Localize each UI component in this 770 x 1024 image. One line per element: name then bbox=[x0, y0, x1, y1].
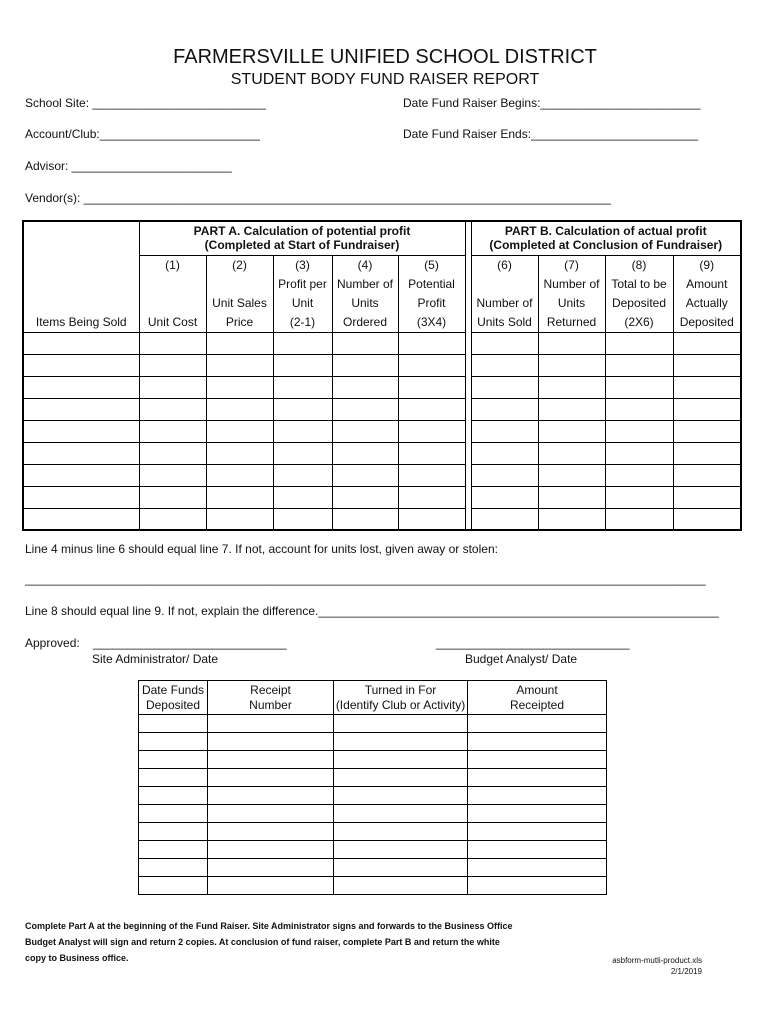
column-header-line bbox=[472, 275, 538, 294]
entry-cell[interactable] bbox=[398, 508, 465, 530]
funds-entry-cell[interactable] bbox=[468, 841, 607, 859]
entry-cell[interactable] bbox=[605, 398, 673, 420]
column-header-line: Unit Cost bbox=[147, 314, 198, 329]
column-header bbox=[332, 255, 398, 332]
column-header-line: (2X6) bbox=[624, 314, 654, 329]
empty-header-cell bbox=[23, 221, 139, 255]
funds-entry-cell[interactable] bbox=[208, 769, 334, 787]
column-header-line: Total to be bbox=[611, 276, 667, 291]
entry-cell[interactable] bbox=[332, 332, 398, 354]
part-a-subtitle: (Completed at Start of Fundraiser) bbox=[204, 238, 400, 253]
column-header bbox=[538, 255, 605, 332]
entry-cell[interactable] bbox=[673, 332, 741, 354]
table-row bbox=[23, 486, 741, 508]
entry-cell[interactable] bbox=[332, 398, 398, 420]
account-club-field[interactable]: Account/Club:________________________ bbox=[25, 127, 260, 141]
funds-entry-cell[interactable] bbox=[208, 715, 334, 733]
entry-cell[interactable] bbox=[332, 464, 398, 486]
entry-cell[interactable] bbox=[398, 442, 465, 464]
entry-cell[interactable] bbox=[206, 486, 273, 508]
entry-cell[interactable] bbox=[332, 442, 398, 464]
funds-deposit-table bbox=[138, 680, 607, 895]
column-header bbox=[139, 255, 206, 332]
funds-entry-cell[interactable] bbox=[139, 787, 208, 805]
funds-entry-cell[interactable] bbox=[334, 751, 468, 769]
entry-cell[interactable] bbox=[605, 464, 673, 486]
entry-cell[interactable] bbox=[605, 420, 673, 442]
column-header-line: (3) bbox=[295, 257, 310, 272]
advisor-field[interactable]: Advisor: ________________________ bbox=[25, 159, 232, 173]
entry-cell[interactable] bbox=[23, 332, 139, 354]
column-header-line: (4) bbox=[357, 257, 373, 272]
entry-cell[interactable] bbox=[139, 508, 206, 530]
funds-entry-cell[interactable] bbox=[468, 859, 607, 877]
entry-cell[interactable] bbox=[23, 464, 139, 486]
column-header-line: Unit bbox=[291, 295, 314, 310]
entry-cell[interactable] bbox=[332, 376, 398, 398]
entry-cell[interactable] bbox=[23, 376, 139, 398]
entry-cell[interactable] bbox=[273, 398, 332, 420]
column-header bbox=[206, 255, 273, 332]
entry-cell[interactable] bbox=[605, 486, 673, 508]
column-header-line: Profit per bbox=[278, 276, 327, 291]
entry-cell[interactable] bbox=[471, 442, 538, 464]
site-admin-caption: Site Administrator/ Date bbox=[92, 652, 219, 666]
funds-header-line: Amount bbox=[516, 682, 558, 697]
column-header-line: Unit Sales bbox=[212, 295, 267, 310]
funds-entry-cell[interactable] bbox=[334, 769, 468, 787]
entry-cell[interactable] bbox=[139, 464, 206, 486]
entry-cell[interactable] bbox=[471, 464, 538, 486]
entry-cell[interactable] bbox=[471, 376, 538, 398]
funds-header-line: Turned in For bbox=[364, 682, 437, 697]
table-row bbox=[23, 508, 741, 530]
column-header-line: (8) bbox=[631, 257, 647, 272]
funds-header-row bbox=[139, 681, 607, 715]
funds-entry-cell[interactable] bbox=[468, 877, 607, 895]
entry-cell[interactable] bbox=[139, 420, 206, 442]
funds-entry-cell[interactable] bbox=[334, 805, 468, 823]
entry-cell[interactable] bbox=[398, 332, 465, 354]
funds-entry-cell[interactable] bbox=[468, 769, 607, 787]
file-version bbox=[612, 955, 702, 977]
funds-row bbox=[139, 823, 607, 841]
vendors-field[interactable]: Vendor(s): _______________________________________________________________________________ bbox=[25, 191, 611, 205]
column-header-line: Units bbox=[351, 295, 379, 310]
funds-entry-cell[interactable] bbox=[139, 715, 208, 733]
funds-column-header bbox=[468, 681, 607, 715]
budget-analyst-caption: Budget Analyst/ Date bbox=[465, 652, 578, 666]
entry-cell[interactable] bbox=[23, 354, 139, 376]
entry-cell[interactable] bbox=[206, 464, 273, 486]
column-header-line: Returned bbox=[546, 314, 597, 329]
part-header-row bbox=[23, 221, 741, 255]
funds-entry-cell[interactable] bbox=[139, 859, 208, 877]
funds-entry-cell[interactable] bbox=[139, 733, 208, 751]
column-header-line: (6) bbox=[497, 257, 512, 272]
funds-entry-cell[interactable] bbox=[208, 733, 334, 751]
funds-header-line: Receipt bbox=[250, 682, 291, 697]
table-row bbox=[23, 398, 741, 420]
column-header bbox=[605, 255, 673, 332]
entry-cell[interactable] bbox=[673, 508, 741, 530]
column-header-line bbox=[24, 256, 139, 275]
column-header-line bbox=[24, 275, 139, 294]
funds-row bbox=[139, 715, 607, 733]
table-row bbox=[23, 420, 741, 442]
funds-entry-cell[interactable] bbox=[139, 751, 208, 769]
funds-header-line: Deposited bbox=[145, 697, 201, 712]
entry-cell[interactable] bbox=[206, 354, 273, 376]
entry-cell[interactable] bbox=[139, 354, 206, 376]
date-ends-field[interactable]: Date Fund Raiser Ends:_________________________ bbox=[403, 127, 698, 141]
entry-cell[interactable] bbox=[471, 486, 538, 508]
entry-cell[interactable] bbox=[23, 398, 139, 420]
entry-cell[interactable] bbox=[332, 420, 398, 442]
entry-cell[interactable] bbox=[139, 398, 206, 420]
funds-row bbox=[139, 841, 607, 859]
entry-cell[interactable] bbox=[273, 464, 332, 486]
part-a-header bbox=[139, 221, 465, 255]
funds-entry-cell[interactable] bbox=[208, 841, 334, 859]
entry-cell[interactable] bbox=[471, 420, 538, 442]
entry-cell[interactable] bbox=[206, 508, 273, 530]
entry-cell[interactable] bbox=[538, 354, 605, 376]
funds-row bbox=[139, 751, 607, 769]
entry-cell[interactable] bbox=[673, 420, 741, 442]
funds-row bbox=[139, 805, 607, 823]
entry-cell[interactable] bbox=[471, 508, 538, 530]
entry-cell[interactable] bbox=[273, 442, 332, 464]
entry-cell[interactable] bbox=[538, 332, 605, 354]
column-header-line: Items Being Sold bbox=[35, 314, 127, 329]
column-header bbox=[273, 255, 332, 332]
entry-cell[interactable] bbox=[206, 332, 273, 354]
column-header-line: Actually bbox=[685, 295, 728, 310]
entry-cell[interactable] bbox=[605, 332, 673, 354]
column-header-line: Price bbox=[225, 314, 254, 329]
funds-entry-cell[interactable] bbox=[139, 805, 208, 823]
instruction-line: Budget Analyst will sign and return 2 copies. At conclusion of fund raiser, complete Part B and return the white bbox=[25, 937, 500, 947]
funds-entry-cell[interactable] bbox=[334, 733, 468, 751]
column-header bbox=[23, 255, 139, 332]
entry-cell[interactable] bbox=[23, 486, 139, 508]
part-b-header bbox=[471, 221, 741, 255]
funds-entry-cell[interactable] bbox=[334, 877, 468, 895]
entry-cell[interactable] bbox=[23, 420, 139, 442]
funds-header-line: (Identify Club or Activity) bbox=[335, 697, 466, 712]
funds-header-line: Date Funds bbox=[141, 682, 205, 697]
entry-cell[interactable] bbox=[673, 398, 741, 420]
column-header bbox=[673, 255, 741, 332]
table-row bbox=[23, 464, 741, 486]
entry-cell[interactable] bbox=[398, 486, 465, 508]
entry-cell[interactable] bbox=[139, 332, 206, 354]
column-header bbox=[471, 255, 538, 332]
entry-cell[interactable] bbox=[273, 508, 332, 530]
line4-note: Line 4 minus line 6 should equal line 7. If not, account for units lost, given away or stolen: bbox=[25, 542, 498, 556]
date-begins-field[interactable]: Date Fund Raiser Begins:________________________ bbox=[403, 96, 701, 110]
table-row bbox=[23, 442, 741, 464]
instruction-line: Complete Part A at the beginning of the Fund Raiser. Site Administrator signs and forwards to the Business Office bbox=[25, 921, 513, 931]
column-header-line: Deposited bbox=[611, 295, 667, 310]
entry-cell[interactable] bbox=[273, 376, 332, 398]
funds-column-header bbox=[139, 681, 208, 715]
funds-column-header bbox=[208, 681, 334, 715]
column-header-line: (3X4) bbox=[416, 314, 447, 329]
instruction-line: copy to Business office. bbox=[25, 953, 129, 963]
entry-cell[interactable] bbox=[139, 486, 206, 508]
column-header-line: (7) bbox=[564, 257, 579, 272]
entry-cell[interactable] bbox=[398, 420, 465, 442]
column-header-line: Amount bbox=[686, 276, 728, 291]
column-header-row bbox=[23, 255, 741, 332]
entry-cell[interactable] bbox=[538, 376, 605, 398]
funds-entry-cell[interactable] bbox=[208, 787, 334, 805]
column-header bbox=[398, 255, 465, 332]
column-header-line bbox=[140, 275, 206, 294]
entry-cell[interactable] bbox=[471, 354, 538, 376]
funds-entry-cell[interactable] bbox=[468, 733, 607, 751]
funds-entry-cell[interactable] bbox=[139, 823, 208, 841]
funds-entry-cell[interactable] bbox=[468, 805, 607, 823]
funds-entry-cell[interactable] bbox=[468, 787, 607, 805]
entry-cell[interactable] bbox=[273, 486, 332, 508]
table-row bbox=[23, 332, 741, 354]
entry-cell[interactable] bbox=[673, 486, 741, 508]
column-header-line: (1) bbox=[165, 257, 180, 272]
table-row bbox=[23, 376, 741, 398]
entry-cell[interactable] bbox=[538, 442, 605, 464]
entry-cell[interactable] bbox=[273, 420, 332, 442]
funds-row bbox=[139, 733, 607, 751]
entry-cell[interactable] bbox=[332, 486, 398, 508]
entry-cell[interactable] bbox=[471, 398, 538, 420]
column-header-line: (5) bbox=[424, 257, 439, 272]
budget-analyst-signature-line[interactable]: _____________________________ bbox=[436, 636, 630, 650]
column-header-line: (2-1) bbox=[289, 314, 316, 329]
entry-cell[interactable] bbox=[673, 354, 741, 376]
entry-cell[interactable] bbox=[538, 420, 605, 442]
form-subtitle: STUDENT BODY FUND RAISER REPORT bbox=[230, 71, 540, 88]
funds-entry-cell[interactable] bbox=[208, 823, 334, 841]
part-a-title: PART A. Calculation of potential profit bbox=[193, 224, 411, 239]
entry-cell[interactable] bbox=[673, 376, 741, 398]
entry-cell[interactable] bbox=[538, 486, 605, 508]
entry-cell[interactable] bbox=[332, 354, 398, 376]
funds-row bbox=[139, 787, 607, 805]
entry-cell[interactable] bbox=[139, 442, 206, 464]
column-header-line bbox=[207, 275, 273, 294]
approved-label: Approved: bbox=[25, 636, 80, 650]
column-header-line: Units bbox=[557, 295, 586, 310]
column-header-line: Units Sold bbox=[477, 314, 532, 329]
funds-entry-cell[interactable] bbox=[334, 715, 468, 733]
funds-entry-cell[interactable] bbox=[139, 877, 208, 895]
entry-cell[interactable] bbox=[605, 442, 673, 464]
funds-entry-cell[interactable] bbox=[334, 787, 468, 805]
column-header-line bbox=[24, 294, 139, 313]
entry-cell[interactable] bbox=[206, 398, 273, 420]
funds-row bbox=[139, 769, 607, 787]
table-row bbox=[23, 354, 741, 376]
column-header-line: Number of bbox=[543, 276, 600, 291]
entry-cell[interactable] bbox=[206, 376, 273, 398]
funds-entry-cell[interactable] bbox=[208, 877, 334, 895]
entry-cell[interactable] bbox=[605, 508, 673, 530]
column-header-line: (9) bbox=[699, 257, 715, 272]
entry-cell[interactable] bbox=[398, 464, 465, 486]
entry-cell[interactable] bbox=[23, 442, 139, 464]
column-header-line: Ordered bbox=[342, 314, 388, 329]
entry-cell[interactable] bbox=[538, 398, 605, 420]
part-b-title: PART B. Calculation of actual profit bbox=[504, 224, 707, 239]
file-name: asbform-mutli-product.xls bbox=[612, 956, 702, 965]
column-header-line bbox=[140, 294, 206, 313]
funds-entry-cell[interactable] bbox=[468, 823, 607, 841]
column-header-line: Deposited bbox=[679, 314, 734, 329]
column-header-line: Number of bbox=[336, 276, 394, 291]
column-header-line: Potential bbox=[408, 276, 455, 291]
entry-cell[interactable] bbox=[605, 354, 673, 376]
funds-entry-cell[interactable] bbox=[468, 715, 607, 733]
site-admin-signature-line[interactable]: _____________________________ bbox=[93, 636, 287, 650]
entry-cell[interactable] bbox=[398, 398, 465, 420]
calculation-table-body bbox=[23, 221, 741, 530]
funds-entry-cell[interactable] bbox=[468, 751, 607, 769]
funds-entry-cell[interactable] bbox=[208, 859, 334, 877]
entry-cell[interactable] bbox=[206, 442, 273, 464]
funds-entry-cell[interactable] bbox=[208, 751, 334, 769]
funds-column-header bbox=[334, 681, 468, 715]
fundraiser-calculation-table bbox=[22, 220, 742, 531]
funds-row bbox=[139, 877, 607, 895]
entry-cell[interactable] bbox=[538, 508, 605, 530]
entry-cell[interactable] bbox=[398, 354, 465, 376]
column-header-line: (2) bbox=[232, 257, 247, 272]
entry-cell[interactable] bbox=[332, 508, 398, 530]
part-b-subtitle: (Completed at Conclusion of Fundraiser) bbox=[489, 238, 723, 253]
entry-cell[interactable] bbox=[673, 442, 741, 464]
funds-table-body bbox=[139, 681, 607, 895]
column-header-line: Profit bbox=[417, 295, 446, 310]
entry-cell[interactable] bbox=[673, 464, 741, 486]
column-header-line: Number of bbox=[476, 295, 533, 310]
school-site-field[interactable]: School Site: __________________________ bbox=[25, 96, 266, 110]
form-title: FARMERSVILLE UNIFIED SCHOOL DISTRICT bbox=[173, 46, 597, 68]
funds-entry-cell[interactable] bbox=[334, 823, 468, 841]
funds-row bbox=[139, 859, 607, 877]
funds-entry-cell[interactable] bbox=[208, 805, 334, 823]
entry-cell[interactable] bbox=[398, 376, 465, 398]
entry-cell[interactable] bbox=[605, 376, 673, 398]
funds-entry-cell[interactable] bbox=[139, 841, 208, 859]
entry-cell[interactable] bbox=[471, 332, 538, 354]
entry-cell[interactable] bbox=[273, 354, 332, 376]
instructions-footer bbox=[25, 918, 585, 966]
funds-entry-cell[interactable] bbox=[139, 769, 208, 787]
line4-explanation-field[interactable]: ______________________________________________________________________________________________________ bbox=[25, 572, 706, 586]
line8-note[interactable]: Line 8 should equal line 9. If not, explain the difference.____________________________________________________________ bbox=[25, 604, 719, 618]
funds-header-line: Receipted bbox=[509, 697, 565, 712]
entry-cell[interactable] bbox=[273, 332, 332, 354]
funds-header-line: Number bbox=[249, 697, 292, 712]
entry-cell[interactable] bbox=[139, 376, 206, 398]
file-date: 2/1/2019 bbox=[670, 967, 702, 976]
entry-cell[interactable] bbox=[23, 508, 139, 530]
entry-cell[interactable] bbox=[206, 420, 273, 442]
entry-cell[interactable] bbox=[538, 464, 605, 486]
funds-entry-cell[interactable] bbox=[334, 859, 468, 877]
funds-entry-cell[interactable] bbox=[334, 841, 468, 859]
